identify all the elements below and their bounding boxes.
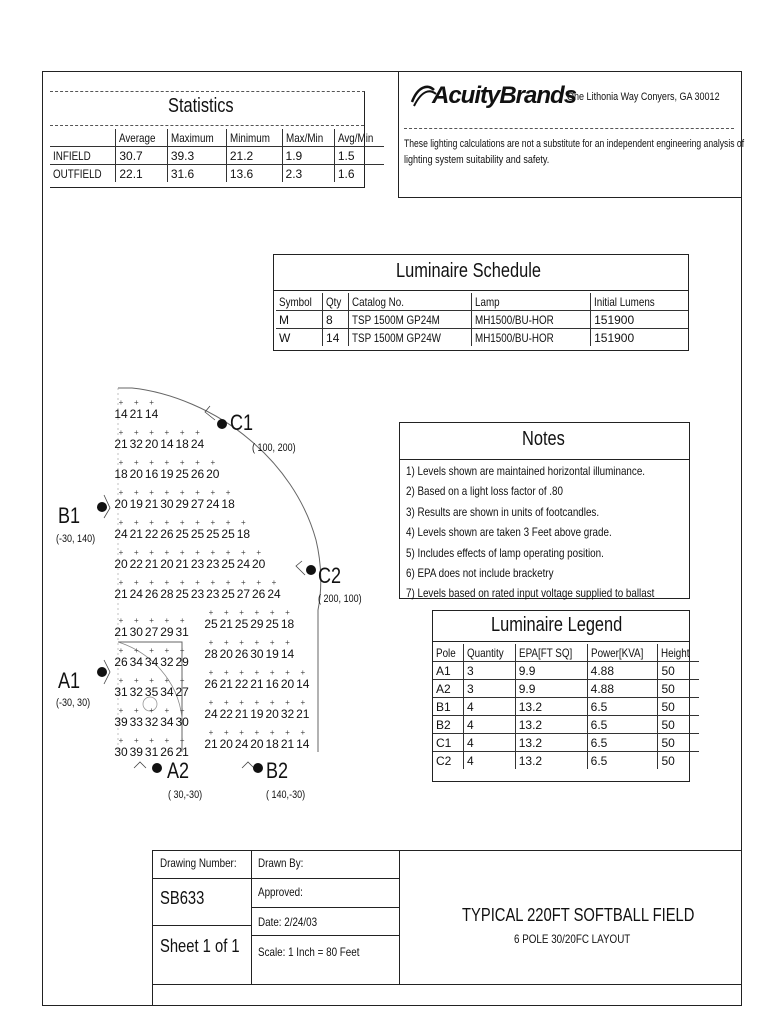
footcandle-value: 34 [129, 655, 143, 669]
pole-c2-dot [306, 565, 316, 575]
grid-point-marker: + [164, 428, 170, 437]
footcandle-value: 25 [204, 617, 218, 631]
table-row: W 14 TSP 1500M GP24W MH1500/BU-HOR 151900 [276, 329, 688, 347]
footcandle-value: 22 [144, 527, 159, 541]
grid-point-marker: + [118, 458, 124, 467]
footcandle-value: 32 [160, 655, 174, 669]
pole-c1-dot [217, 419, 227, 429]
grid-point-marker: + [195, 488, 200, 497]
grid-point-marker: + [210, 578, 216, 587]
footcandle-value: 25 [265, 617, 279, 631]
footcandle-value: 21 [114, 587, 128, 601]
disclaimer-line-1: These lighting calculations are not a substitute for an independent engineering analysis of [404, 138, 745, 150]
grid-point-marker: + [164, 706, 170, 715]
grid-point-marker: + [164, 488, 170, 497]
grid-point-marker: + [269, 608, 275, 617]
grid-point-marker: + [118, 706, 124, 715]
grid-point-marker: + [164, 518, 170, 527]
grid-point-marker: + [195, 548, 200, 557]
date-label: Date: 2/24/03 [258, 915, 318, 929]
footcandle-value: 22 [234, 677, 249, 691]
footcandle-value: 26 [160, 527, 174, 541]
pole-b1-dot [97, 502, 107, 512]
footcandle-value: 16 [265, 677, 279, 691]
grid-point-marker: + [164, 548, 170, 557]
grid-point-marker: + [195, 428, 200, 437]
table-row: OUTFIELD 22.1 31.6 13.6 2.3 1.6 [50, 165, 384, 183]
grid-point-marker: + [179, 428, 185, 437]
grid-point-marker: + [271, 578, 277, 587]
grid-point-marker: + [133, 548, 139, 557]
footcandle-value: 34 [160, 685, 174, 699]
notes-title: Notes [522, 428, 565, 450]
grid-point-marker: + [179, 578, 185, 587]
footcandle-value: 30 [114, 745, 128, 759]
note-item: 7) Levels based on rated input voltage supplied to ballast [406, 586, 655, 601]
grid-point-marker: + [118, 488, 124, 497]
grid-point-marker: + [285, 668, 290, 677]
grid-point-marker: + [269, 728, 275, 737]
grid-point-marker: + [118, 646, 124, 655]
tb-rule-4 [251, 935, 399, 936]
footcandle-value: 21 [280, 737, 295, 751]
footcandle-value: 21 [114, 437, 128, 451]
footcandle-value: 19 [129, 497, 143, 511]
footcandle-value: 26 [234, 647, 249, 661]
grid-point-marker: + [208, 668, 214, 677]
grid-point-marker: + [239, 638, 244, 647]
grid-point-marker: + [118, 518, 124, 527]
footcandle-value: 31 [114, 685, 128, 699]
footcandle-value: 19 [160, 467, 174, 481]
footcandle-value: 26 [204, 677, 218, 691]
footcandle-value: 14 [160, 437, 174, 451]
pole-a1-coord: (-30, 30) [56, 697, 91, 709]
grid-point-marker: + [300, 698, 306, 707]
footcandle-value: 21 [219, 617, 233, 631]
project-title: TYPICAL 220FT SOFTBALL FIELD [462, 905, 695, 925]
footcandle-value: 25 [221, 587, 235, 601]
footcandle-value: 21 [114, 625, 128, 639]
footcandle-value: 18 [265, 737, 279, 751]
grid-point-marker: + [118, 676, 124, 685]
footcandle-value: 20 [280, 677, 295, 691]
footcandle-value: 19 [265, 647, 279, 661]
footcandle-value: 31 [175, 625, 189, 639]
table-row: INFIELD 30.7 39.3 21.2 1.9 1.5 [50, 147, 384, 165]
footcandle-value: 18 [280, 617, 295, 631]
pole-c1-coord: ( 100, 200) [252, 442, 296, 454]
schedule-header-row: Symbol Qty Catalog No. Lamp Initial Lumens [276, 293, 688, 311]
footcandle-value: 25 [221, 527, 235, 541]
grid-point-marker: + [208, 728, 214, 737]
footcandle-value: 30 [129, 625, 143, 639]
footcandle-value: 30 [160, 497, 174, 511]
footcandle-value: 20 [252, 557, 266, 571]
footcandle-value: 29 [175, 655, 189, 669]
footcandle-value: 22 [129, 557, 143, 571]
logo-text: AcuityBrands [432, 82, 577, 109]
grid-point-marker: + [210, 548, 216, 557]
grid-point-marker: + [223, 668, 229, 677]
grid-point-marker: + [225, 488, 231, 497]
table-row: A1 3 9.9 4.88 50 [433, 662, 699, 680]
row-label: INFIELD [50, 147, 116, 165]
grid-point-marker: + [269, 668, 275, 677]
footcandle-value: 23 [190, 587, 205, 601]
note-item: 3) Results are shown in units of footcandles. [406, 504, 600, 519]
grid-point-marker: + [300, 668, 306, 677]
tb-rule-2 [251, 907, 399, 908]
footcandle-value: 30 [175, 715, 189, 729]
footcandle-value: 19 [250, 707, 264, 721]
pole-a2-dot [152, 763, 162, 773]
table-row: B1 4 13.2 6.5 50 [433, 698, 699, 716]
footcandle-value: 21 [204, 737, 218, 751]
grid-point-marker: + [254, 608, 260, 617]
grid-point-marker: + [179, 646, 185, 655]
footcandle-value: 29 [175, 497, 189, 511]
note-item: 4) Levels shown are taken 3 Feet above grade. [406, 525, 612, 540]
table-row: M 8 TSP 1500M GP24M MH1500/BU-HOR 151900 [276, 311, 688, 329]
grid-point-marker: + [118, 548, 124, 557]
note-item: 6) EPA does not include bracketry [406, 565, 554, 580]
grid-point-marker: + [256, 578, 262, 587]
sheet-label: Sheet 1 of 1 [160, 936, 240, 956]
footcandle-value: 21 [234, 707, 249, 721]
schedule-title: Luminaire Schedule [396, 260, 541, 282]
note-item: 2) Based on a light loss factor of .80 [406, 484, 563, 499]
drawn-by-label: Drawn By: [258, 856, 304, 870]
footcandle-value: 24 [236, 557, 251, 571]
footcandle-value: 21 [129, 407, 143, 421]
grid-point-marker: + [179, 736, 185, 745]
footcandle-value: 18 [114, 467, 128, 481]
footcandle-value: 20 [206, 467, 220, 481]
footcandle-value: 21 [144, 557, 159, 571]
grid-point-marker: + [241, 578, 246, 587]
footcandle-value: 27 [144, 625, 159, 639]
footcandle-value: 39 [114, 715, 128, 729]
company-address: One Lithonia Way Conyers, GA 30012 [567, 91, 720, 103]
grid-point-marker: + [164, 458, 170, 467]
grid-point-marker: + [179, 488, 185, 497]
grid-point-marker: + [179, 676, 185, 685]
footcandle-value: 30 [250, 647, 264, 661]
col-avg-min: Avg/Min [334, 129, 384, 147]
col-minimum: Minimum [226, 129, 282, 147]
scale-label: Scale: 1 Inch = 80 Feet [258, 945, 360, 959]
table-row: C1 4 13.2 6.5 50 [433, 734, 699, 752]
legend-title: Luminaire Legend [491, 614, 623, 636]
grid-point-marker: + [149, 458, 154, 467]
grid-point-marker: + [179, 706, 185, 715]
grid-point-marker: + [300, 728, 306, 737]
grid-point-marker: + [164, 616, 170, 625]
grid-point-marker: + [149, 676, 154, 685]
pole-b1-label: B1 [58, 503, 81, 528]
footcandle-value: 26 [252, 587, 266, 601]
footcandle-value: 20 [160, 557, 174, 571]
grid-point-marker: + [133, 488, 139, 497]
grid-point-marker: + [149, 518, 154, 527]
footcandle-value: 24 [114, 527, 128, 541]
grid-point-marker: + [254, 668, 260, 677]
grid-point-marker: + [118, 428, 124, 437]
tb-rule-3 [152, 925, 251, 926]
footcandle-value: 27 [175, 685, 189, 699]
grid-point-marker: + [118, 578, 124, 587]
footcandle-value: 29 [250, 617, 264, 631]
grid-point-marker: + [149, 616, 154, 625]
grid-point-marker: + [179, 616, 185, 625]
table-row: B2 4 13.2 6.5 50 [433, 716, 699, 734]
drawing-number-label: Drawing Number: [160, 856, 237, 870]
footcandle-value: 21 [219, 677, 233, 691]
grid-point-marker: + [239, 728, 244, 737]
footcandle-value: 26 [190, 467, 205, 481]
drawing-number: SB633 [160, 888, 205, 908]
footcandle-value: 14 [296, 737, 310, 751]
footcandle-value: 20 [250, 737, 264, 751]
footcandle-value: 35 [144, 685, 159, 699]
grid-point-marker: + [195, 458, 200, 467]
grid-point-marker: + [133, 676, 139, 685]
grid-point-marker: + [149, 706, 154, 715]
grid-point-marker: + [208, 698, 214, 707]
grid-point-marker: + [133, 616, 139, 625]
grid-point-marker: + [133, 706, 139, 715]
note-item: 5) Includes effects of lamp operating position. [406, 545, 604, 560]
row-label: OUTFIELD [50, 165, 116, 183]
footcandle-value: 21 [250, 677, 264, 691]
footcandle-value: 24 [267, 587, 281, 601]
grid-point-marker: + [208, 608, 214, 617]
footcandle-value: 27 [190, 497, 205, 511]
footcandle-value: 16 [144, 467, 159, 481]
grid-point-marker: + [133, 518, 139, 527]
grid-point-marker: + [210, 488, 216, 497]
grid-point-marker: + [239, 698, 244, 707]
footcandle-value: 24 [234, 737, 249, 751]
disclaimer-line-2: lighting system suitability and safety. [404, 154, 550, 166]
title-block-bottom [152, 984, 742, 985]
footcandle-value: 25 [175, 527, 189, 541]
footcandle-value: 14 [280, 647, 295, 661]
grid-point-marker: + [164, 676, 170, 685]
footcandle-value: 24 [190, 437, 205, 451]
footcandle-value: 23 [206, 587, 220, 601]
grid-point-marker: + [254, 638, 260, 647]
footcandle-value: 31 [144, 745, 159, 759]
grid-point-marker: + [179, 548, 185, 557]
grid-point-marker: + [223, 728, 229, 737]
footcandle-value: 18 [175, 437, 189, 451]
footcandle-value: 29 [160, 625, 174, 639]
grid-point-marker: + [149, 736, 154, 745]
grid-point-marker: + [241, 548, 246, 557]
grid-point-marker: + [210, 458, 216, 467]
footcandle-value: 20 [265, 707, 279, 721]
grid-point-marker: + [285, 698, 290, 707]
footcandle-value: 25 [234, 617, 249, 631]
grid-point-marker: + [269, 698, 275, 707]
footcandle-value: 20 [114, 557, 128, 571]
grid-point-marker: + [241, 518, 246, 527]
grid-point-marker: + [254, 698, 260, 707]
pole-b2-label: B2 [266, 758, 289, 783]
footcandle-value: 32 [129, 685, 143, 699]
footcandle-value: 34 [144, 655, 159, 669]
footcandle-value: 20 [114, 497, 128, 511]
footcandle-value: 21 [144, 497, 159, 511]
grid-point-marker: + [133, 458, 139, 467]
footcandle-value: 34 [160, 715, 174, 729]
grid-point-marker: + [164, 736, 170, 745]
pole-c1-label: C1 [230, 410, 254, 435]
footcandle-value: 33 [129, 715, 143, 729]
title-block [152, 850, 742, 1006]
grid-point-marker: + [208, 638, 214, 647]
grid-point-marker: + [223, 698, 229, 707]
statistics-title: Statistics [168, 95, 234, 117]
grid-point-marker: + [195, 518, 200, 527]
note-item: 1) Levels shown are maintained horizontal illuminance. [406, 464, 646, 478]
footcandle-value: 18 [236, 527, 251, 541]
grid-point-marker: + [269, 638, 275, 647]
footcandle-value: 14 [114, 407, 128, 421]
title-block-divider-1 [251, 850, 252, 984]
grid-point-marker: + [195, 578, 200, 587]
col-maximum: Maximum [167, 129, 226, 147]
grid-point-marker: + [118, 736, 124, 745]
grid-point-marker: + [164, 578, 170, 587]
grid-point-marker: + [149, 578, 154, 587]
grid-point-marker: + [223, 608, 229, 617]
footcandle-value: 32 [144, 715, 159, 729]
grid-point-marker: + [225, 518, 231, 527]
footcandle-value: 20 [144, 437, 159, 451]
footcandle-value: 22 [219, 707, 233, 721]
footcandle-value: 14 [144, 407, 159, 421]
footcandle-value: 25 [175, 467, 189, 481]
footcandle-value: 24 [204, 707, 218, 721]
footcandle-value: 39 [129, 745, 143, 759]
grid-point-marker: + [285, 728, 290, 737]
pole-b2-dot [253, 763, 263, 773]
footcandle-value: 14 [296, 677, 310, 691]
grid-point-marker: + [149, 548, 154, 557]
footcandle-value: 21 [175, 745, 189, 759]
tb-rule-1 [152, 878, 399, 879]
pole-c2-label: C2 [318, 563, 342, 588]
footcandle-value: 25 [221, 557, 235, 571]
footcandle-value: 21 [296, 707, 310, 721]
grid-point-marker: + [285, 638, 290, 647]
footcandle-value: 20 [219, 647, 233, 661]
grid-point-marker: + [254, 728, 260, 737]
footcandle-value: 25 [206, 527, 220, 541]
grid-point-marker: + [149, 646, 154, 655]
footcandle-value: 21 [175, 557, 189, 571]
pole-b1-coord: (-30, 140) [56, 533, 96, 545]
table-row: A2 3 9.9 4.88 50 [433, 680, 699, 698]
grid-point-marker: + [225, 578, 231, 587]
footcandle-value: 27 [236, 587, 251, 601]
grid-point-marker: + [285, 608, 290, 617]
grid-point-marker: + [164, 646, 170, 655]
footcandle-value: 23 [190, 557, 205, 571]
grid-point-marker: + [149, 428, 154, 437]
footcandle-value: 26 [160, 745, 174, 759]
footcandle-value: 23 [206, 557, 220, 571]
project-subtitle: 6 POLE 30/20FC LAYOUT [514, 932, 631, 946]
grid-point-marker: + [239, 668, 244, 677]
footcandle-value: 25 [175, 587, 189, 601]
grid-point-marker: + [118, 616, 124, 625]
pole-a1-label: A1 [58, 668, 81, 693]
grid-point-marker: + [210, 518, 216, 527]
grid-point-marker: + [133, 646, 139, 655]
title-block-divider-2 [399, 850, 400, 984]
pole-c2-coord: ( 200, 100) [318, 593, 362, 605]
footcandle-value: 32 [129, 437, 143, 451]
pole-a1-dot [97, 667, 107, 677]
grid-point-marker: + [239, 608, 244, 617]
footcandle-value: 28 [204, 647, 218, 661]
pole-a2-coord: ( 30,-30) [168, 789, 203, 801]
legend-table: Pole Quantity EPA[FT SQ] Power[KVA] Height A1 3 9.9 4.88 50 A2 3 9.9 4.88 50 B1 4 13.2 6.5 50 B2 4 13.2 6.5 50 C1 4 13.2 6.5 50 C2 4 13.2 6.5 50 [433, 644, 699, 769]
grid-point-marker: + [149, 398, 154, 407]
footcandle-value: 32 [280, 707, 295, 721]
footcandle-value: 26 [114, 655, 128, 669]
col-max-min: Max/Min [282, 129, 334, 147]
grid-point-marker: + [133, 428, 139, 437]
pole-a2-label: A2 [167, 758, 190, 783]
footcandle-value: 20 [219, 737, 233, 751]
grid-point-marker: + [133, 736, 139, 745]
grid-point-marker: + [179, 458, 185, 467]
grid-point-marker: + [256, 548, 262, 557]
grid-point-marker: + [133, 578, 139, 587]
footcandle-value: 24 [129, 587, 143, 601]
grid-point-marker: + [223, 638, 229, 647]
footcandle-value: 20 [129, 467, 143, 481]
footcandle-value: 28 [160, 587, 174, 601]
footcandle-value: 21 [129, 527, 143, 541]
pole-b2-coord: ( 140,-30) [266, 789, 306, 801]
grid-point-marker: + [118, 398, 124, 407]
footcandle-value: 18 [221, 497, 235, 511]
footcandle-value: 25 [190, 527, 205, 541]
grid-point-marker: + [179, 518, 185, 527]
grid-point-marker: + [149, 488, 154, 497]
approved-label: Approved: [258, 885, 303, 899]
grid-point-marker: + [133, 398, 139, 407]
table-row: C2 4 13.2 6.5 50 [433, 752, 699, 770]
grid-point-marker: + [225, 548, 231, 557]
footcandle-value: 26 [144, 587, 159, 601]
col-average: Average [116, 129, 167, 147]
footcandle-value: 24 [206, 497, 220, 511]
